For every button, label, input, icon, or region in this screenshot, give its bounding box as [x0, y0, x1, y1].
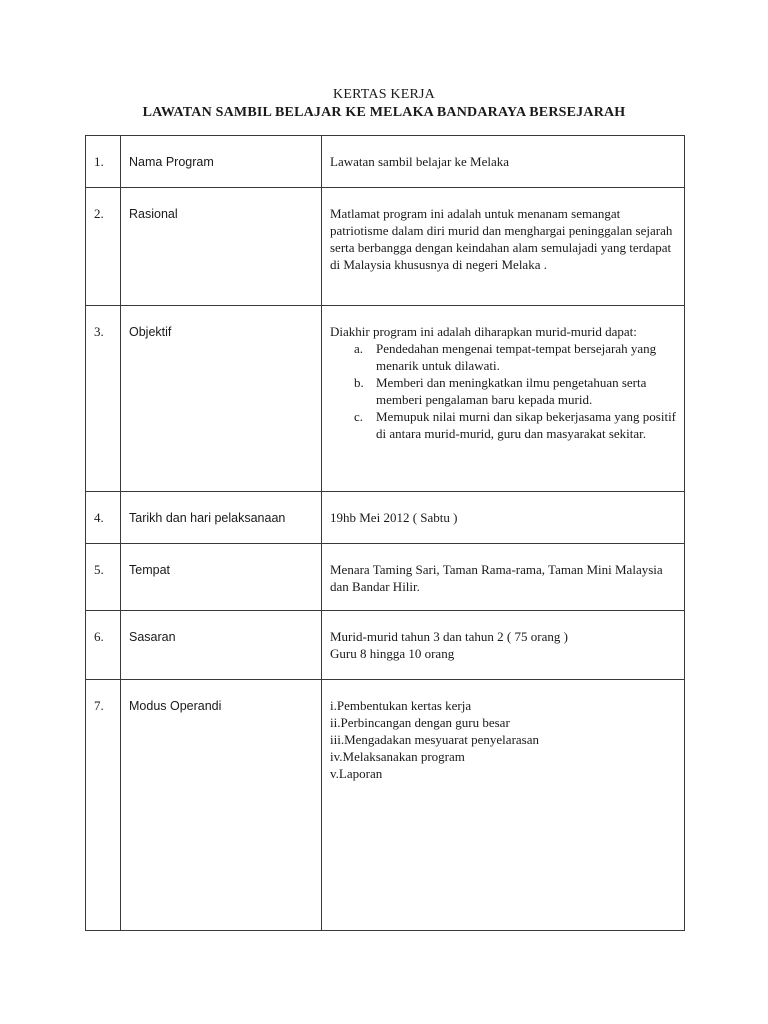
list-item-text: Pendedahan mengenai tempat-tempat bersejarah yang menarik untuk dilawati. [376, 341, 657, 373]
program-table [85, 135, 685, 931]
row-label [121, 136, 322, 188]
row-detail: Matlamat program ini adalah untuk menanam semangat patriotisme dalam diri murid dan menghargai peninggalan sejarah serta berbangga dengan keindahan alam semulajadi yang terdapat di Malaysia khususnya di negeri Melaka . [322, 188, 685, 306]
table-row [86, 136, 685, 188]
objective-list [330, 340, 676, 442]
table-row [86, 188, 685, 306]
row-label [121, 611, 322, 680]
table-row [86, 611, 685, 680]
table-row [86, 492, 685, 544]
row-label [121, 306, 322, 492]
list-marker: a. [354, 341, 364, 356]
row-label-text: Sasaran [129, 630, 176, 644]
row-label-text: Nama Program [129, 155, 214, 169]
list-item [354, 408, 676, 442]
row-detail [322, 136, 685, 188]
list-item [354, 374, 676, 408]
row-label-text: Tempat [129, 563, 170, 577]
detail-line: Guru 8 hingga 10 orang [330, 646, 455, 661]
table-row [86, 680, 685, 931]
table-row [86, 544, 685, 611]
row-detail: Menara Taming Sari, Taman Rama-rama, Taman Mini Malaysia dan Bandar Hilir. [322, 544, 685, 611]
row-label-text: Rasional [129, 207, 178, 221]
document-title: KERTAS KERJA [333, 87, 435, 102]
document-subtitle: LAWATAN SAMBIL BELAJAR KE MELAKA BANDARAYA BERSEJARAH [142, 105, 626, 120]
detail-line: Lawatan sambil belajar ke Melaka [330, 154, 510, 169]
objective-intro: Diakhir program ini adalah diharapkan murid-murid dapat: [330, 324, 637, 339]
detail-line: i.Pembentukan kertas kerja [330, 698, 472, 713]
row-label [121, 680, 322, 931]
row-number: 6. [86, 611, 121, 680]
detail-line: iv.Melaksanakan program [330, 749, 465, 764]
row-number: 3. [86, 306, 121, 492]
row-number: 7. [86, 680, 121, 931]
row-number: 2. [86, 188, 121, 306]
list-item-text: Memupuk nilai murni dan sikap bekerjasama yang positif di antara murid-murid, guru dan masyarakat sekitar. [376, 409, 677, 441]
table-row [86, 306, 685, 492]
list-item-text: Memberi dan meningkatkan ilmu pengetahuan serta memberi pengalaman baru kepada murid. [376, 375, 647, 407]
list-marker: b. [354, 375, 364, 390]
row-label [121, 188, 322, 306]
document-header [0, 86, 768, 122]
row-label [121, 544, 322, 611]
row-number: 1. [86, 136, 121, 188]
row-detail [322, 680, 685, 931]
row-detail [322, 611, 685, 680]
detail-line: Murid-murid tahun 3 dan tahun 2 ( 75 orang ) [330, 629, 568, 644]
detail-line: v.Laporan [330, 766, 383, 781]
detail-line: iii.Mengadakan mesyuarat penyelarasan [330, 732, 539, 747]
row-label-text: Modus Operandi [129, 699, 222, 713]
row-label-text: Tarikh dan hari pelaksanaan [129, 511, 286, 525]
row-label-text: Objektif [129, 325, 172, 339]
detail-line: 19hb Mei 2012 ( Sabtu ) [330, 510, 458, 525]
row-detail [322, 306, 685, 492]
row-number: 5. [86, 544, 121, 611]
detail-line: ii.Perbincangan dengan guru besar [330, 715, 510, 730]
row-number: 4. [86, 492, 121, 544]
list-item [354, 340, 676, 374]
row-detail [322, 492, 685, 544]
row-label [121, 492, 322, 544]
list-marker: c. [354, 409, 364, 424]
